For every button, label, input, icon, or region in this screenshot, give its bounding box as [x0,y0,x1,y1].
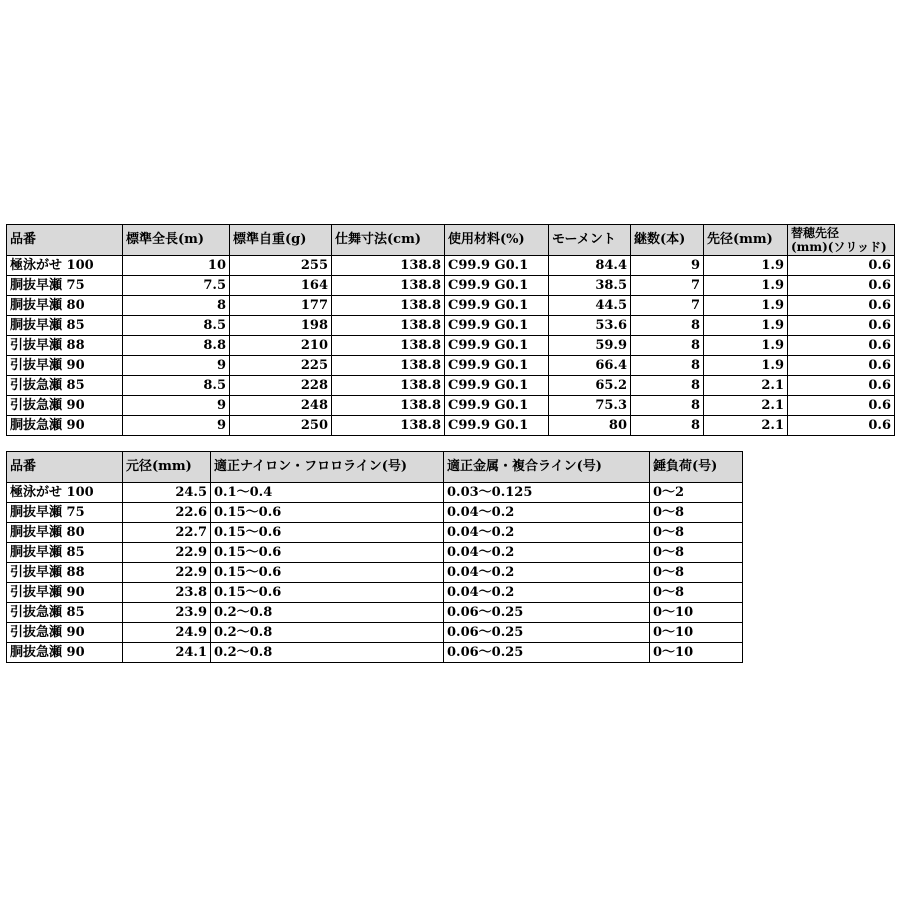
table-cell: C99.9 G0.1 [445,276,549,296]
table-cell: 胴抜早瀬 75 [7,503,123,523]
table-cell: C99.9 G0.1 [445,416,549,436]
table-cell: 138.8 [332,376,445,396]
table-cell: 0.06～0.25 [444,643,650,663]
line-row [7,623,743,643]
table-cell: 138.8 [332,296,445,316]
table-cell: 0.03～0.125 [444,483,650,503]
table-cell: 0.15～0.6 [211,583,444,603]
table-cell: 0～8 [650,563,743,583]
line-row [7,603,743,623]
table-cell: 8 [631,336,704,356]
table-cell: 0.6 [788,276,895,296]
table-cell: 8 [123,296,230,316]
table-cell: 22.7 [123,523,211,543]
table-cell: 0～10 [650,623,743,643]
table-cell: 9 [631,256,704,276]
table-cell: 228 [230,376,332,396]
table-cell: C99.9 G0.1 [445,376,549,396]
table-cell: 0.6 [788,296,895,316]
table-cell: 7 [631,276,704,296]
table-cell: 0.6 [788,376,895,396]
table-cell: 1.9 [704,296,788,316]
header-cell-nylon-line: 適正ナイロン・フロロライン(号) [211,452,444,483]
table-cell: 255 [230,256,332,276]
table-cell: 引抜急瀬 85 [7,376,123,396]
table-cell: 0.6 [788,256,895,276]
header-cell-sinker-load: 錘負荷(号) [650,452,743,483]
spec-row [7,256,895,276]
table-cell: 84.4 [549,256,631,276]
table-cell: 8 [631,316,704,336]
table-cell: 0～8 [650,523,743,543]
table-cell: 8.8 [123,336,230,356]
table-cell: 8 [631,376,704,396]
table-cell: 0～8 [650,503,743,523]
table-cell: 0.1～0.4 [211,483,444,503]
table-cell: 0.6 [788,416,895,436]
table-cell: 138.8 [332,316,445,336]
table-cell: 65.2 [549,376,631,396]
table-cell: 1.9 [704,256,788,276]
table-cell: 0.2～0.8 [211,623,444,643]
table-cell: 0.04～0.2 [444,563,650,583]
table-cell: 66.4 [549,356,631,376]
header-cell-weight: 標準自重(g) [230,225,332,256]
table-cell: 75.3 [549,396,631,416]
table-cell: 0.2～0.8 [211,643,444,663]
table-cell: 0.04～0.2 [444,523,650,543]
table-cell: 2.1 [704,376,788,396]
header-cell-product: 品番 [7,225,123,256]
table-cell: 59.9 [549,336,631,356]
table-cell: 胴抜早瀬 80 [7,296,123,316]
line-row [7,503,743,523]
table-cell: 0～10 [650,603,743,623]
table-cell: 0.6 [788,336,895,356]
table-cell: 23.8 [123,583,211,603]
table-cell: 23.9 [123,603,211,623]
table-cell: 0.15～0.6 [211,543,444,563]
table-cell: 9 [123,396,230,416]
spec-header-row [7,225,895,256]
table-cell: 7.5 [123,276,230,296]
table-cell: C99.9 G0.1 [445,396,549,416]
table-cell: 0～8 [650,543,743,563]
table-cell: 1.9 [704,336,788,356]
table-cell: 138.8 [332,416,445,436]
table-cell: 0.06～0.25 [444,603,650,623]
table-cell: 2.1 [704,416,788,436]
table-cell: 胴抜急瀬 90 [7,416,123,436]
table-cell: 引抜早瀬 90 [7,583,123,603]
table-cell: 0.6 [788,396,895,416]
table-cell: 44.5 [549,296,631,316]
table-cell: 1.9 [704,356,788,376]
table-cell: 8.5 [123,376,230,396]
table-cell: 0～8 [650,583,743,603]
table-cell: C99.9 G0.1 [445,336,549,356]
table-cell: 53.6 [549,316,631,336]
line-row [7,523,743,543]
table-cell: 138.8 [332,356,445,376]
table-cell: 0～2 [650,483,743,503]
table-cell: 177 [230,296,332,316]
header-cell-length: 標準全長(m) [123,225,230,256]
table-cell: 24.1 [123,643,211,663]
table-cell: C99.9 G0.1 [445,316,549,336]
table-cell: 10 [123,256,230,276]
table-cell: 引抜早瀬 90 [7,356,123,376]
table-cell: 1.9 [704,276,788,296]
table-cell: 7 [631,296,704,316]
table-cell: 138.8 [332,396,445,416]
table-cell: C99.9 G0.1 [445,256,549,276]
table-cell: 22.9 [123,563,211,583]
table-cell: 248 [230,396,332,416]
table-cell: C99.9 G0.1 [445,356,549,376]
table-cell: 胴抜早瀬 75 [7,276,123,296]
line-row [7,563,743,583]
line-row [7,483,743,503]
table-cell: 8 [631,356,704,376]
table-cell: 9 [123,356,230,376]
table-cell: C99.9 G0.1 [445,296,549,316]
table-cell: 胴抜早瀬 85 [7,316,123,336]
table-cell: 0.04～0.2 [444,503,650,523]
header-cell-material: 使用材料(%) [445,225,549,256]
table-cell: 0.15～0.6 [211,563,444,583]
spec-table [6,224,895,436]
table-cell: 2.1 [704,396,788,416]
table-cell: 0～10 [650,643,743,663]
line-row [7,543,743,563]
table-cell: 極泳がせ 100 [7,256,123,276]
header-cell-butt-diameter: 元径(mm) [123,452,211,483]
header-cell-sections: 継数(本) [631,225,704,256]
spec-row [7,296,895,316]
spec-row [7,396,895,416]
header-cell-tip-diameter: 先径(mm) [704,225,788,256]
table-cell: 0.2～0.8 [211,603,444,623]
table-cell: 0.04～0.2 [444,543,650,563]
table-cell: 198 [230,316,332,336]
header-cell-metal-line: 適正金属・複合ライン(号) [444,452,650,483]
table-cell: 極泳がせ 100 [7,483,123,503]
table-cell: 138.8 [332,336,445,356]
table-cell: 80 [549,416,631,436]
spec-row [7,336,895,356]
table-cell: 0.6 [788,356,895,376]
table-cell: 22.9 [123,543,211,563]
spec-row [7,276,895,296]
table-cell: 0.6 [788,316,895,336]
table-cell: 引抜早瀬 88 [7,336,123,356]
table-cell: 24.5 [123,483,211,503]
spec-row [7,316,895,336]
table-cell: 210 [230,336,332,356]
header-cell-closed-length: 仕舞寸法(cm) [332,225,445,256]
table-cell: 138.8 [332,256,445,276]
table-cell: 38.5 [549,276,631,296]
table-cell: 225 [230,356,332,376]
line-row [7,583,743,603]
table-cell: 250 [230,416,332,436]
table-cell: 引抜早瀬 88 [7,563,123,583]
header-cell-spare-tip: 替穂先径 (mm)(ソリッド) [788,225,895,256]
spec-row [7,356,895,376]
spec-row [7,416,895,436]
table-cell: 引抜急瀬 90 [7,396,123,416]
table-cell: 0.04～0.2 [444,583,650,603]
table-cell: 0.15～0.6 [211,523,444,543]
spec-row [7,376,895,396]
table-cell: 胴抜早瀬 85 [7,543,123,563]
table-cell: 138.8 [332,276,445,296]
table-cell: 0.15～0.6 [211,503,444,523]
table-cell: 8.5 [123,316,230,336]
table-cell: 9 [123,416,230,436]
table-cell: 胴抜急瀬 90 [7,643,123,663]
line-row [7,643,743,663]
table-cell: 引抜急瀬 90 [7,623,123,643]
table-cell: 8 [631,396,704,416]
table-cell: 164 [230,276,332,296]
table-cell: 0.06～0.25 [444,623,650,643]
table-cell: 引抜急瀬 85 [7,603,123,623]
line-header-row [7,452,743,483]
table-cell: 24.9 [123,623,211,643]
header-cell-product: 品番 [7,452,123,483]
header-cell-moment: モーメント [549,225,631,256]
table-cell: 22.6 [123,503,211,523]
line-table [6,451,743,663]
table-cell: 1.9 [704,316,788,336]
table-cell: 8 [631,416,704,436]
table-cell: 胴抜早瀬 80 [7,523,123,543]
